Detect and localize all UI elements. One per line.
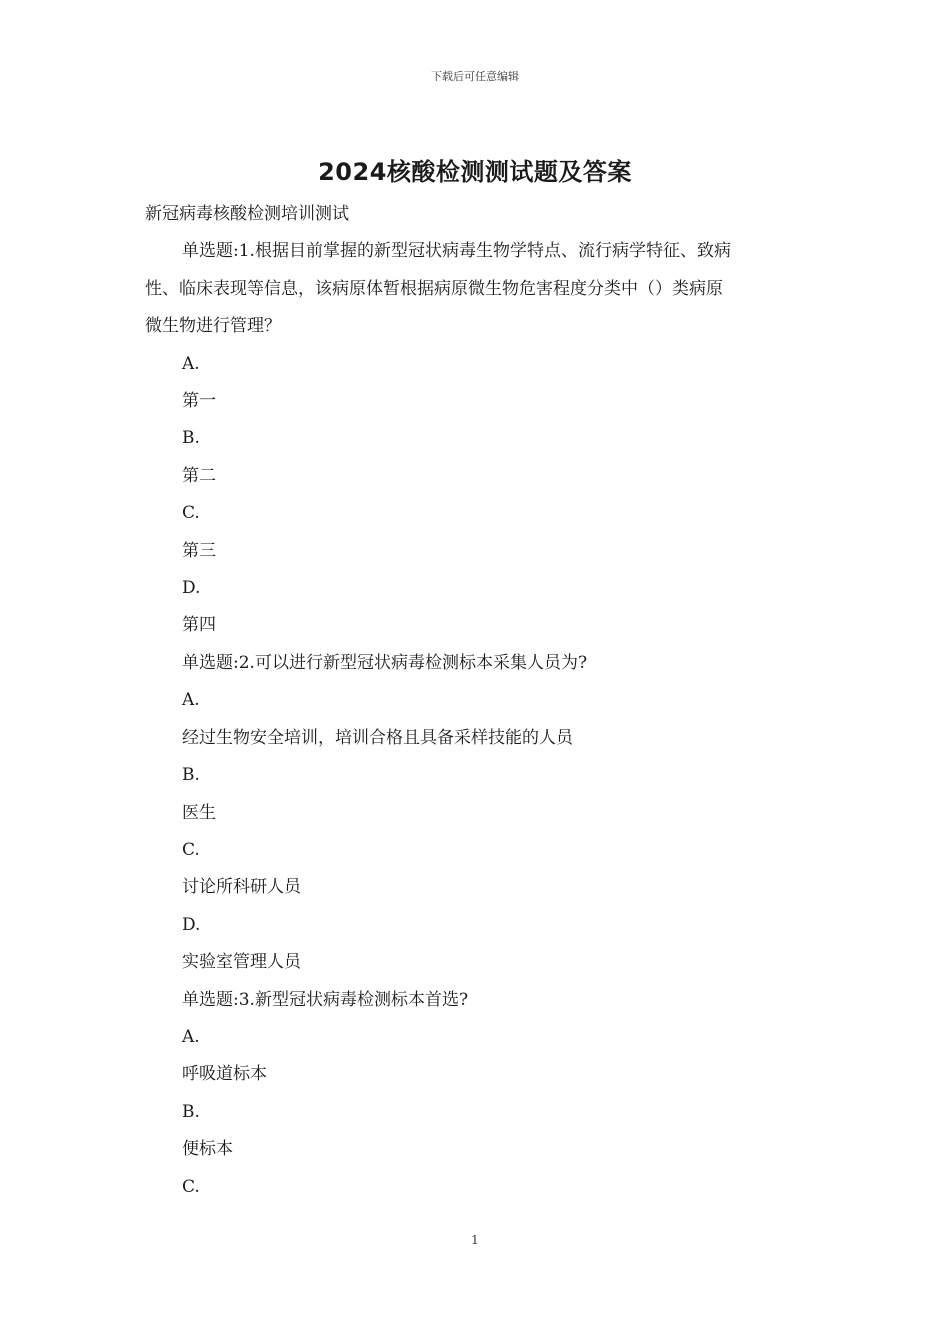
q3-option-c-letter: C. xyxy=(182,1176,200,1197)
q2-option-a-text: 经过生物安全培训，培训合格且具备采样技能的人员 xyxy=(182,727,573,748)
q1-option-d-letter: D. xyxy=(182,578,201,599)
q3-option-b-text: 便标本 xyxy=(182,1139,233,1160)
q3-option-a-letter: A. xyxy=(182,1026,200,1047)
q1-option-c-letter: C. xyxy=(182,503,200,524)
q2-option-b-text: 医生 xyxy=(182,802,216,823)
page-number: 1 xyxy=(471,1233,479,1247)
document-body xyxy=(145,196,810,1206)
q2-option-a-letter: A. xyxy=(182,690,200,711)
q1-option-b-letter: B. xyxy=(182,428,200,449)
q3-option-b-letter: B. xyxy=(182,1101,200,1122)
q2-option-c-letter: C. xyxy=(182,839,200,860)
section-subtitle: 新冠病毒核酸检测培训测试 xyxy=(145,204,349,224)
header-note: 下载后可任意编辑 xyxy=(431,70,519,83)
q2-option-b-letter: B. xyxy=(182,765,200,786)
q2-option-d-text: 实验室管理人员 xyxy=(182,952,301,973)
question-3: 单选题:3.新型冠状病毒检测标本首选? xyxy=(182,989,469,1010)
q1-option-a-letter: A. xyxy=(182,353,200,374)
question-1-line-2: 性、临床表现等信息，该病原体暂根据病原微生物危害程度分类中（）类病原 xyxy=(145,278,723,299)
q1-option-b-text: 第二 xyxy=(182,465,216,486)
q1-option-a-text: 第一 xyxy=(182,391,216,412)
q1-option-d-text: 第四 xyxy=(182,615,216,636)
q2-option-d-letter: D. xyxy=(182,914,201,935)
document-title: 2024核酸检测测试题及答案 xyxy=(318,158,632,186)
question-1-line-1: 单选题:1.根据目前掌握的新型冠状病毒生物学特点、流行病学特征、致病 xyxy=(182,241,731,262)
q2-option-c-text: 讨论所科研人员 xyxy=(182,877,301,898)
q3-option-a-text: 呼吸道标本 xyxy=(182,1064,267,1085)
question-1-line-3: 微生物进行管理？ xyxy=(145,316,281,337)
q1-option-c-text: 第三 xyxy=(182,540,216,561)
question-2: 单选题:2.可以进行新型冠状病毒检测标本采集人员为? xyxy=(182,652,588,673)
